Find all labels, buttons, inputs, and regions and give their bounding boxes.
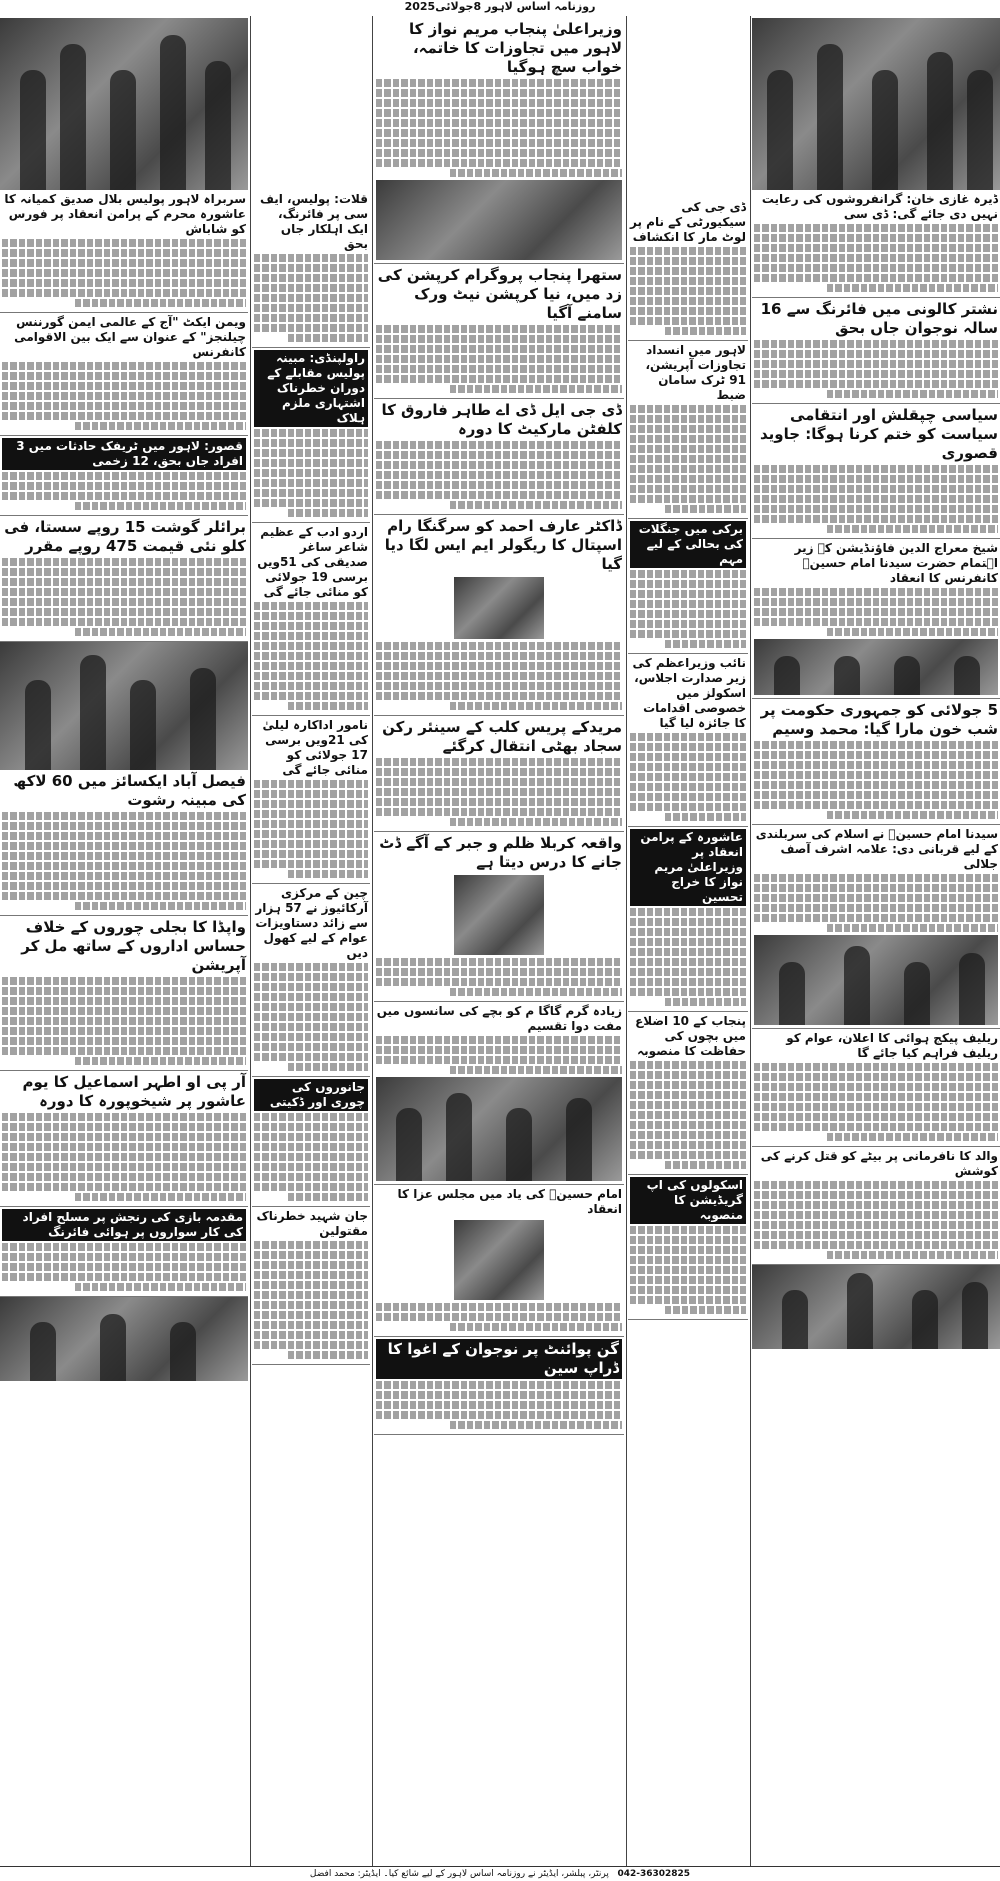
news-photo bbox=[752, 1265, 1000, 1349]
news-story bbox=[252, 884, 370, 1077]
column-divider bbox=[372, 16, 373, 1866]
story-headline: آر پی او اطہر اسماعیل کا یوم عاشور پر شیخوپورہ کا دورہ bbox=[22, 1073, 246, 1110]
news-story bbox=[628, 198, 748, 341]
news-story bbox=[752, 298, 1000, 404]
news-story bbox=[628, 341, 748, 519]
news-story bbox=[374, 1185, 624, 1337]
right-column bbox=[752, 18, 1000, 1349]
news-photo bbox=[454, 875, 544, 955]
news-photo bbox=[0, 18, 248, 190]
story-headline: شیخ معراج الدین فاؤنڈیشن کے زیر اہتمام حضرت سیدنا امام حسینؓ کانفرنس کا انعقاد bbox=[794, 541, 998, 585]
news-photo bbox=[376, 180, 622, 260]
news-story bbox=[0, 516, 248, 642]
news-story bbox=[752, 190, 1000, 298]
story-headline: سیاسی چپقلش اور انتقامی سیاست کو ختم کرنا ہوگا: جاوید قصوری bbox=[759, 406, 998, 462]
story-headline: واپڈا کا بجلی چوروں کے خلاف حساس اداروں کے ساتھ مل کر آپریشن bbox=[21, 918, 246, 974]
story-headline: اسکولوں کی اپ گریڈیشن کا منصوبہ bbox=[630, 1177, 746, 1224]
left-column bbox=[0, 18, 248, 1381]
story-headline: ڈیرہ غازی خان: گرانفروشوں کی رعایت نہیں دی جائے گی: ڈی سی bbox=[761, 192, 998, 221]
story-headline: قصور: لاہور میں ٹریفک حادثات میں 3 افراد جاں بحق، 12 زخمی bbox=[2, 438, 246, 470]
footer-phone: 042-36302825 bbox=[617, 1869, 691, 1879]
news-photo bbox=[0, 642, 248, 770]
news-photo bbox=[454, 577, 544, 639]
column-divider bbox=[626, 16, 627, 1866]
story-headline: 5 جولائی کو جمہوری حکومت پر شب خون مارا گیا: محمد وسیم bbox=[760, 701, 998, 738]
story-headline: ویمن ایکٹ "آج کے عالمی ایمن گورننس چیلنجز" کے عنوان سے ایک بین الاقوامی کانفرنس bbox=[14, 315, 246, 359]
news-story bbox=[252, 523, 370, 716]
news-story bbox=[374, 832, 624, 1002]
news-story bbox=[628, 654, 748, 827]
news-story bbox=[0, 1207, 248, 1297]
news-story bbox=[0, 1071, 248, 1207]
news-story bbox=[752, 539, 1000, 699]
story-headline: لاہور میں انسداد تجاوزات آپریشن، 91 ٹرک سامان ضبط bbox=[645, 343, 746, 402]
column-divider bbox=[250, 16, 251, 1866]
news-story bbox=[374, 1002, 624, 1185]
news-story bbox=[628, 827, 748, 1012]
story-headline: اردو ادب کے عظیم شاعر ساغر صدیقی کی 51ویں برسی 19 جولائی کو منائی جائے گی bbox=[257, 525, 368, 599]
news-story bbox=[0, 770, 248, 916]
news-photo bbox=[376, 1077, 622, 1181]
story-headline: گن پوائنٹ پر نوجوان کے اغوا کا ڈراپ سین bbox=[376, 1339, 622, 1379]
news-story bbox=[752, 404, 1000, 539]
footer-imprint: پرنٹر، پبلشر، ایڈیٹر نے روزنامہ اساس لاہور کے لیے شائع کیا۔ ایڈیٹر: محمد افضل bbox=[309, 1869, 609, 1879]
news-story bbox=[374, 515, 624, 716]
news-story bbox=[628, 1175, 748, 1320]
story-headline: نامور اداکارہ لیلیٰ کی 21ویں برسی 17 جولائی کو منائی جائے گی bbox=[262, 718, 368, 777]
news-story bbox=[374, 18, 624, 264]
news-story bbox=[252, 348, 370, 523]
column-divider bbox=[750, 16, 751, 1866]
story-headline: وزیراعلیٰ پنجاب مریم نواز کا لاہور میں تجاوزات کا خاتمہ، خواب سچ ہوگیا bbox=[409, 20, 622, 76]
footer bbox=[0, 1866, 1000, 1881]
news-story bbox=[374, 716, 624, 832]
news-story bbox=[374, 264, 624, 399]
story-headline: برائلر گوشت 15 روپے سستا، فی کلو نئی قیمت 475 روپے مقرر bbox=[4, 518, 246, 555]
story-headline: واقعہ کربلا ظلم و جبر کے آگے ڈٹ جانے کا درس دیتا ہے bbox=[379, 834, 622, 871]
news-story bbox=[252, 190, 370, 348]
news-story bbox=[628, 519, 748, 654]
news-story bbox=[252, 1077, 370, 1207]
story-headline: برکی میں جنگلات کی بحالی کے لیے مہم bbox=[630, 521, 746, 568]
story-headline: سیدنا امام حسینؓ نے اسلام کی سربلندی کے لیے قربانی دی: علامہ اشرف آصف جلالی bbox=[755, 827, 998, 871]
story-headline: والد کا نافرمانی پر بیٹے کو قتل کرنے کی کوشش bbox=[760, 1149, 998, 1178]
story-headline: جانوروں کی چوری اور ڈکیتی bbox=[254, 1079, 368, 1111]
story-headline: فیصل آباد ایکسائز میں 60 لاکھ کی مبینہ رشوت bbox=[13, 772, 246, 809]
news-story bbox=[0, 916, 248, 1071]
news-story bbox=[752, 1029, 1000, 1147]
news-story bbox=[374, 1337, 624, 1435]
masthead: روزنامہ اساس لاہور 8جولائی2025 bbox=[404, 0, 596, 13]
story-headline: جان شہید خطرناک مقتولین bbox=[256, 1209, 368, 1238]
story-headline: ڈاکٹر عارف احمد کو سرگنگا رام اسپتال کا ریگولر ایم ایس لگا دیا گیا bbox=[384, 517, 622, 573]
news-story bbox=[252, 716, 370, 884]
news-photo bbox=[752, 18, 1000, 190]
news-story bbox=[0, 436, 248, 516]
news-story bbox=[752, 699, 1000, 825]
story-headline: امام حسینؓ کی یاد میں مجلس عزا کا انعقاد bbox=[397, 1187, 622, 1216]
news-photo bbox=[454, 1220, 544, 1300]
news-photo bbox=[754, 639, 998, 695]
news-story bbox=[0, 313, 248, 436]
story-headline: زیادہ گرم گاگا م کو بچے کی سانسوں میں مفت دوا تقسیم bbox=[376, 1004, 622, 1033]
story-headline: پنجاب کے 10 اضلاع میں بچوں کی حفاظت کا منصوبہ bbox=[635, 1014, 746, 1058]
news-story bbox=[752, 1147, 1000, 1265]
news-story bbox=[374, 399, 624, 515]
story-headline: مریدکے پریس کلب کے سینئر رکن سجاد بھٹی انتقال کرگئے bbox=[382, 718, 622, 755]
story-headline: عاشورہ کے پرامن انعقاد پر وزیراعلیٰ مریم نواز کا خراج تحسین bbox=[630, 829, 746, 906]
news-story bbox=[752, 825, 1000, 1029]
story-headline: قلات: پولیس، ایف سی پر فائرنگ، ایک اہلکار جاں بحق bbox=[259, 192, 368, 251]
news-photo bbox=[0, 1297, 248, 1381]
story-headline: ڈی جی ایل ڈی اے طاہر فاروق کا کلفٹن مارکیٹ کا دورہ bbox=[381, 401, 622, 438]
news-story bbox=[628, 1012, 748, 1175]
story-headline: ستھرا پنجاب پروگرام کرپشن کی زد میں، نیا کرپشن نیٹ ورک سامنے آگیا bbox=[377, 266, 622, 322]
mid-column-2 bbox=[374, 18, 624, 1435]
story-headline: سربراہ لاہور پولیس بلال صدیق کمیانہ کا عاشورہ محرم کے پرامن انعقاد پر فورس کو شاباش bbox=[4, 192, 246, 236]
story-headline: مقدمہ بازی کی رنجش پر مسلح افراد کی کار سواروں پر ہوائی فائرنگ bbox=[2, 1209, 246, 1241]
story-headline: چین کے مرکزی آرکائیوز نے 57 ہزار سے زائد دستاویزات عوام کے لیے کھول دیں bbox=[255, 886, 368, 960]
story-headline: نائب وزیراعظم کی زیر صدارت اجلاس، اسکولز میں خصوصی اقدامات کا جائزہ لیا گیا bbox=[632, 656, 746, 730]
story-headline: ریلیف پیکج ہوائی کا اعلان، عوام کو ریلیف فراہم کیا جائے گا bbox=[786, 1031, 998, 1060]
story-headline: ڈی جی کی سیکیورٹی کے نام پر لوٹ مار کا انکشاف bbox=[630, 200, 746, 244]
mid-column-3 bbox=[628, 18, 748, 1320]
news-story bbox=[252, 1207, 370, 1365]
news-photo bbox=[754, 935, 998, 1025]
story-headline: راولپنڈی: مبینہ پولیس مقابلے کے دوران خطرناک اشتہاری ملزم ہلاک bbox=[254, 350, 368, 427]
mid-column-1 bbox=[252, 18, 370, 1365]
story-headline: نشتر کالونی میں فائرنگ سے 16 سالہ نوجوان جاں بحق bbox=[760, 300, 998, 337]
news-story bbox=[0, 190, 248, 313]
